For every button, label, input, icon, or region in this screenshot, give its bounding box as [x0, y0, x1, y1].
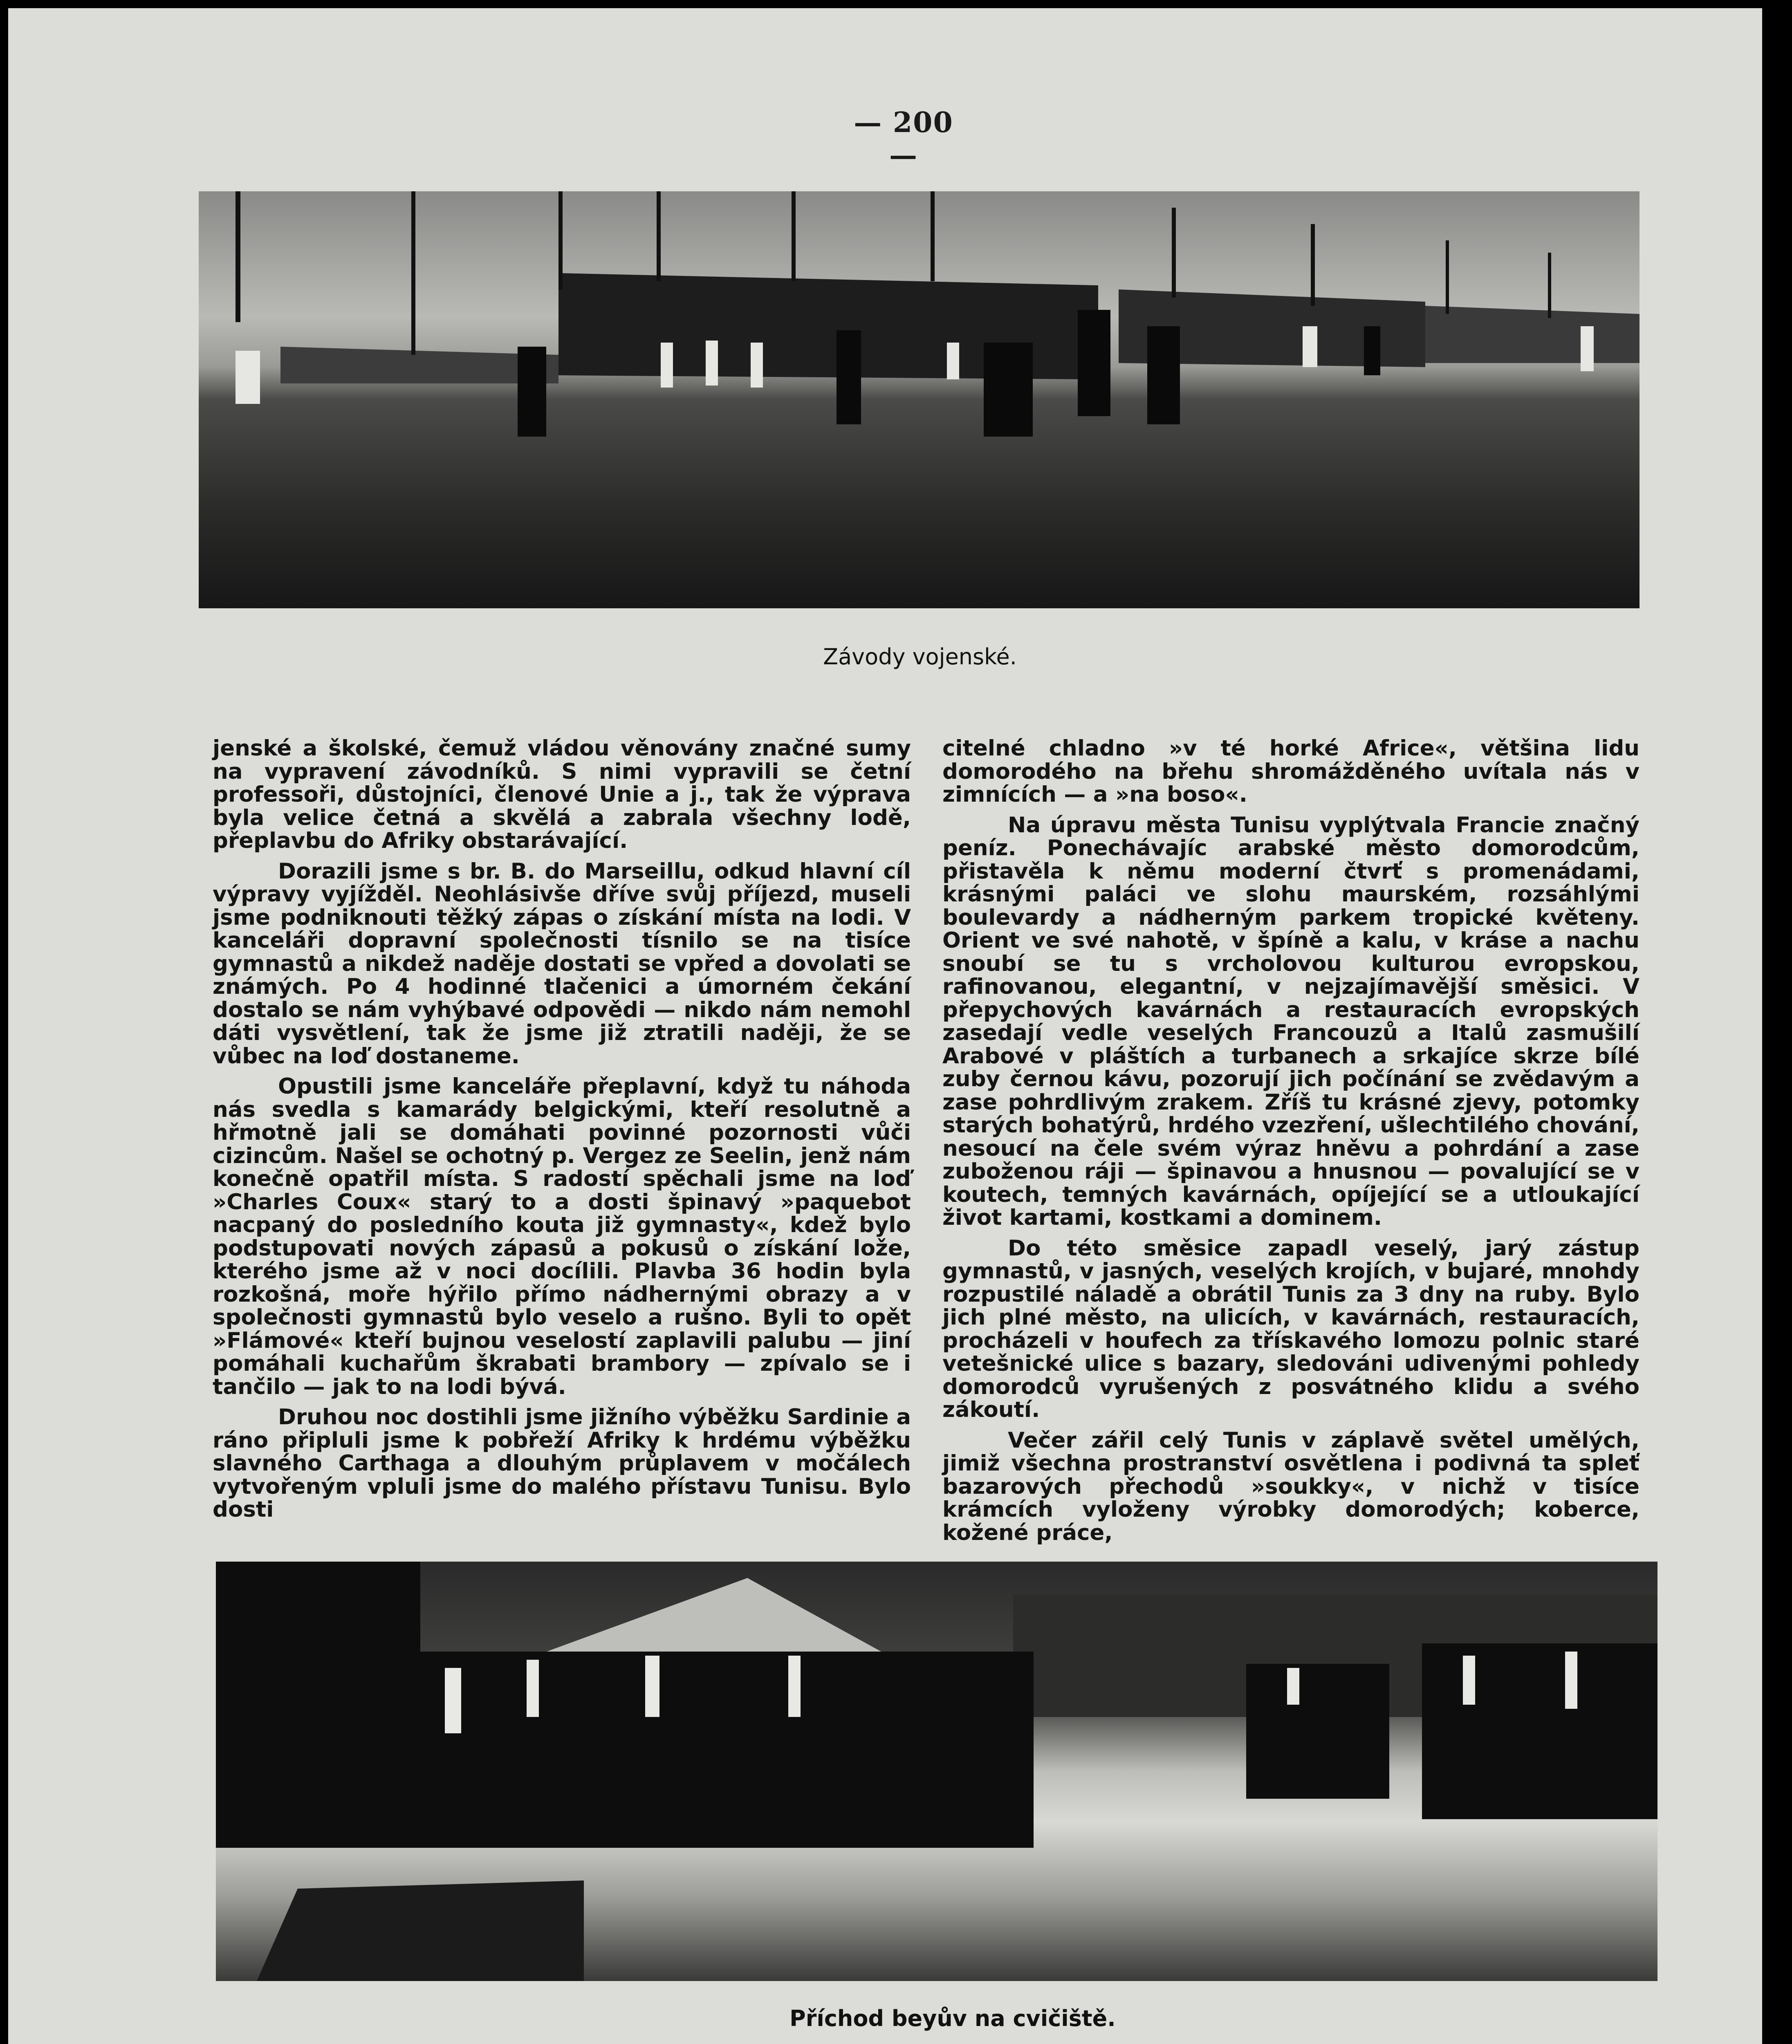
right-paragraph: citelné chladno »v té horké Africe«, většina lidu domorodého na břehu shromážděného uvítala nás v zimnících — a »na boso«. [942, 736, 1639, 807]
right-paragraph: Do této směsice zapadl veselý, jarý zástup gymnastů, v jasných, veselých krojích, v bujaré, mnohdy rozpustilé náladě a obrátil Tunis za 3 dny na ruby. Bylo jich plné město, na ulicích, v kavárnách, restauracích, procházeli v houfech za třískavého lomozu polnic staré vetešnické ulice s bazary, sledováni udivenými pohledy domorodců vyrušených z posvátného klidu a svého zákoutí. [942, 1235, 1639, 1422]
photo-military-races-image [199, 191, 1639, 608]
scan-edge-top-right [1762, 8, 1776, 2044]
left-paragraph: jenské a školské, čemuž vládou věnovány značné sumy na vypravení závodníků. S nimi vypravili se četní professoři, důstojníci, členové Unie a j., tak že výprava byla velice četná a skvělá a zabrala všechny lodě, přeplavbu do Afriky obstarávající. [213, 736, 911, 853]
caption-military-races: Závody vojenské. [823, 644, 1017, 670]
page-number: — 200 — [854, 106, 953, 172]
left-paragraph: Opustili jsme kanceláře přeplavní, když tu náhoda nás svedla s kamarády belgickými, kteří resolutně a hřmotně jali se domáhati povinné pozornosti vůči cizincům. Našel se ochotný p. Vergez ze Seelin, jenž nám konečně opatřil místa. S radostí spěchali jsme na loď »Charles Coux« starý to a dosti špinavý »paquebot nacpaný do posledního kouta již gymnasty«, kdež bylo podstupovati nových zápasů a pokusů o získání lože, kterého jsme až v noci docílili. Plavba 36 hodin byla rozkošná, moře hýřilo přímo nádhernými obrazy a v společnosti gymnastů bylo veselo a rušno. Byli to opět »Flámové« kteří bujnou veselostí zaplavili palubu — jiní pomáhali kuchařům škrabati brambory — zpívalo se i tančilo — jak to na lodi bývá. [213, 1074, 911, 1399]
photo-arrival-of-beys-image [216, 1562, 1657, 1981]
left-paragraph: Dorazili jsme s br. B. do Marseillu, odkud hlavní cíl výpravy vyjížděl. Neohlásivše dříve svůj příjezd, museli jsme podniknouti těžký zápas o získání místa na lodi. V kanceláři dopravní společnosti tísnilo se na tisíce gymnastů a nikdež naděje dostati se vpřed a dovolati se známých. Po 4 hodinné tlačenici a úmorném čekání dostalo se nám vyhýbavé odpovědi — nikdo nám nemohl dáti vysvětlení, tak že jsme již ztratili naději, že se vůbec na loď dostaneme. [213, 858, 911, 1069]
article-left-column [213, 737, 911, 1529]
scanned-page [8, 8, 1776, 2044]
photo-military-races [199, 191, 1639, 608]
right-paragraph: Na úpravu města Tunisu vyplýtvala Francie značný peníz. Ponechávajíc arabské město domorodcům, přistavěla k němu moderní čtvrť s promenádami, krásnými paláci ve slohu maurském, rozsáhlými boulevardy a nádherným parkem tropické květeny. Orient ve své nahotě, v špíně a kalu, v kráse a nachu snoubí se tu s vrcholovou kulturou evropskou, rafinovanou, elegantní, v nejzajímavější směsici. V přepychových kavárnách a restauracích evropských zasedají vedle veselých Francouzů a Italů zasmušilí Arabové v pláštích a turbanech a srkajíce skrze bílé zuby černou kávu, pozorují jich počínání se zvědavým a zase pohrdlivým zrakem. Zříš tu krásné zjevy, potomky starých bohatýrů, hrdého vzezření, ušlechtilého chování, nesoucí na čele svém výraz hněvu a pohrdání a zase zuboženou ráji — špinavou a hnusnou — povalující se v koutech, temných kavárnách, opíjející se a utloukající život kartami, kostkami a dominem. [942, 812, 1639, 1230]
caption-arrival-of-beys: Příchod beyův na cvičiště. [789, 2006, 1116, 2031]
right-paragraph: Večer zářil celý Tunis v záplavě světel umělých, jimiž všechna prostranství osvětlena i podivná ta spleť bazarových přechodů »soukky«, v nichž v tisíce krámcích vyloženy výrobky domorodých; koberce, kožené práce, [942, 1428, 1639, 1545]
article-right-column [942, 737, 1639, 1552]
photo-arrival-of-beys [216, 1562, 1657, 1981]
left-paragraph: Druhou noc dostihli jsme jižního výběžku Sardinie a ráno připluli jsme k pobřeží Afriky k hrdému výběžku slavného Carthaga a dlouhým průplavem v močálech vytvořeným vpluli jsme do malého přístavu Tunisu. Bylo dosti [213, 1405, 911, 1522]
